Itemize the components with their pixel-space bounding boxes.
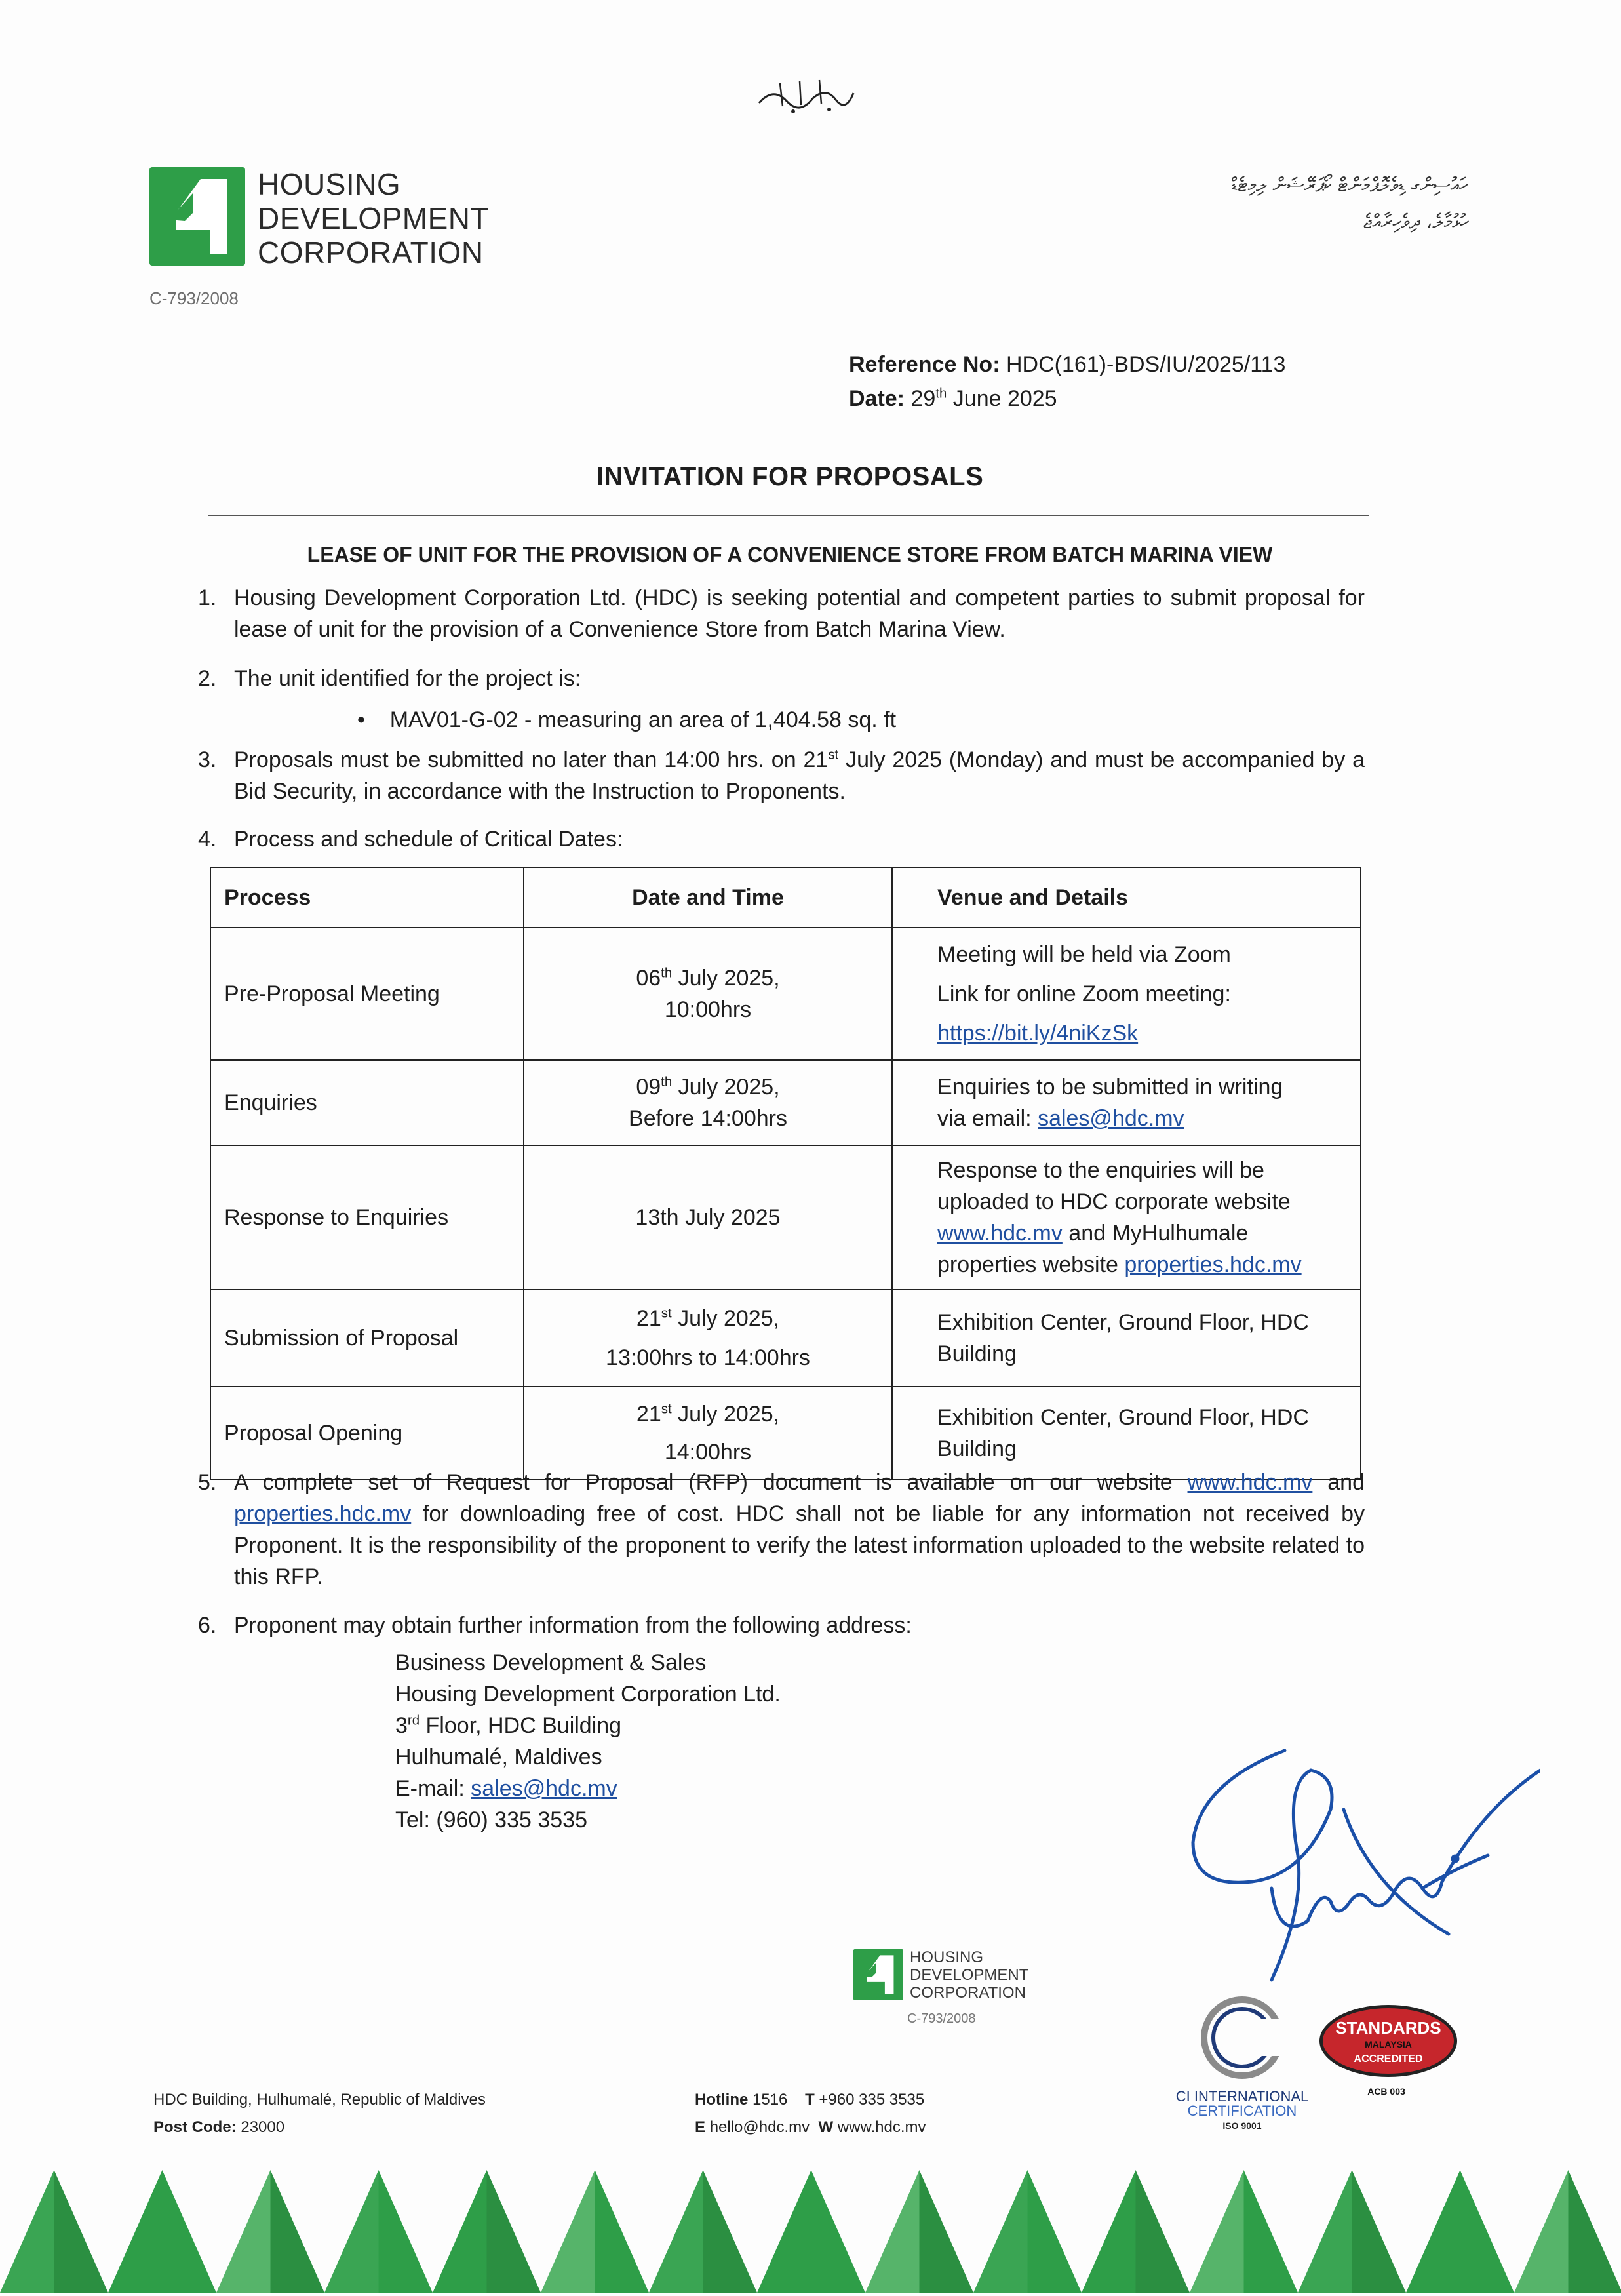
paragraph-text: Proposals must be submitted no later than 14:00 hrs. on 21st July 2025 (Monday) and must be accompanied by a Bid Security, in accordance with the Instruction to Proponents. <box>234 744 1365 807</box>
table-row <box>210 1145 1361 1290</box>
triangle-shape <box>703 2170 758 2293</box>
contact-address <box>395 1647 781 1836</box>
paragraph-3 <box>198 744 1365 807</box>
triangle-shape <box>865 2170 920 2293</box>
datetime-cell: 21st July 2025, 13:00hrs to 14:00hrs <box>524 1290 892 1387</box>
ci-certification-badge: CI INTERNATIONAL CERTIFICATION ISO 9001 <box>1173 1993 1311 2131</box>
triangle-shape <box>1190 2170 1244 2293</box>
org-name-line3: CORPORATION <box>258 235 489 269</box>
triangle-shape <box>595 2170 650 2293</box>
footer-org-name: HOUSING DEVELOPMENT CORPORATION <box>910 1949 1028 2002</box>
process-cell: Pre-Proposal Meeting <box>210 928 524 1060</box>
hdc-website-link[interactable]: www.hdc.mv <box>937 1221 1063 1246</box>
schedule-table <box>210 867 1361 1480</box>
address-tel: Tel: (960) 335 3535 <box>395 1804 781 1836</box>
process-cell: Response to Enquiries <box>210 1145 524 1290</box>
standards-malaysia-badge: STANDARDS MALAYSIA ACCREDITED ACB 003 <box>1314 2005 1465 2103</box>
triangle-shape <box>271 2170 325 2293</box>
table-row <box>210 1387 1361 1480</box>
paragraph-text: Housing Development Corporation Ltd. (HDC) is seeking potential and competent parties to submit proposal for lease of unit for the provision of a Convenience Store from Batch Marina View. <box>234 582 1365 645</box>
triangle-shape <box>487 2170 541 2293</box>
page-title: INVITATION FOR PROPOSALS <box>0 462 1580 492</box>
paragraph-text: Process and schedule of Critical Dates: <box>234 823 1365 855</box>
paragraph-text: Proponent may obtain further information from the following address: <box>234 1610 1365 1641</box>
paragraph-number: 6. <box>198 1610 231 1641</box>
org-name-line1: HOUSING <box>258 167 489 201</box>
contact-email-link[interactable]: sales@hdc.mv <box>471 1776 617 1801</box>
triangle-shape <box>1244 2170 1299 2293</box>
properties-website-link[interactable]: properties.hdc.mv <box>234 1501 411 1526</box>
datetime-cell: 06th July 2025, 10:00hrs <box>524 928 892 1060</box>
address-email: E-mail: sales@hdc.mv <box>395 1773 781 1804</box>
triangle-shape <box>163 2170 217 2293</box>
header-venue: Venue and Details <box>892 867 1361 928</box>
org-name-line2: DEVELOPMENT <box>258 201 489 235</box>
unit-bullet <box>357 704 896 736</box>
venue-cell: Exhibition Center, Ground Floor, HDC Building <box>892 1387 1361 1480</box>
triangle-shape <box>649 2170 703 2293</box>
footer-hdc-logo-icon <box>853 1949 903 2001</box>
triangle-shape <box>1082 2170 1136 2293</box>
venue-cell: Response to the enquiries will be uploaded to HDC corporate website www.hdc.mv and MyHulhumale properties website properties.hdc.mv <box>892 1145 1361 1290</box>
properties-website-link[interactable]: properties.hdc.mv <box>1124 1252 1301 1277</box>
signature <box>1173 1692 1540 1993</box>
triangle-shape <box>1406 2170 1460 2293</box>
dhivehi-line2: ހުޅުމާލެ، ދިވެހިރާއްޖެ <box>1101 204 1468 241</box>
process-cell: Submission of Proposal <box>210 1290 524 1387</box>
triangle-shape <box>1352 2170 1407 2293</box>
address-line: Housing Development Corporation Ltd. <box>395 1678 781 1710</box>
table-row <box>210 1060 1361 1145</box>
paragraph-1 <box>198 582 1365 645</box>
paragraph-number: 2. <box>198 663 231 694</box>
bullet-icon: • <box>357 707 365 732</box>
paragraph-number: 5. <box>198 1467 231 1498</box>
paragraph-6 <box>198 1610 1365 1641</box>
paragraph-4 <box>198 823 1365 855</box>
triangle-shape <box>920 2170 974 2293</box>
triangle-shape <box>1028 2170 1082 2293</box>
footer-contacts: Hotline 1516 T +960 335 3535 E hello@hdc.mv W www.hdc.mv <box>695 2086 926 2141</box>
sales-email-link[interactable]: sales@hdc.mv <box>1038 1106 1184 1131</box>
reference-number: Reference No: HDC(161)-BDS/IU/2025/113 <box>849 347 1285 382</box>
address-line: Hulhumalé, Maldives <box>395 1741 781 1773</box>
footer-address: HDC Building, Hulhumalé, Republic of Maldives Post Code: 23000 <box>153 2086 486 2141</box>
triangle-shape <box>379 2170 433 2293</box>
datetime-cell: 09th July 2025, Before 14:00hrs <box>524 1060 892 1145</box>
process-cell: Proposal Opening <box>210 1387 524 1480</box>
table-header-row <box>210 867 1361 928</box>
table-row <box>210 1290 1361 1387</box>
triangle-shape <box>1569 2170 1621 2293</box>
org-name <box>258 167 489 269</box>
header-datetime: Date and Time <box>524 867 892 928</box>
paragraph-5 <box>198 1467 1365 1593</box>
hdc-logo-icon <box>149 167 245 266</box>
registration-number: C-793/2008 <box>149 288 239 309</box>
paragraph-number: 1. <box>198 582 231 614</box>
dhivehi-line1: ހައުސިންގ ޑިވެލޮޕްމަންޓް ކޯޕަރޭޝަން ލިމިޓެޑް <box>1101 167 1468 204</box>
triangle-shape <box>1298 2170 1352 2293</box>
triangle-shape <box>324 2170 379 2293</box>
triangle-shape <box>216 2170 271 2293</box>
dhivehi-org-name <box>1101 167 1468 246</box>
page-subtitle: LEASE OF UNIT FOR THE PROVISION OF A CONVENIENCE STORE FROM BATCH MARINA VIEW <box>0 543 1580 567</box>
paragraph-number: 4. <box>198 823 231 855</box>
triangle-shape <box>1136 2170 1190 2293</box>
venue-cell: Exhibition Center, Ground Floor, HDC Building <box>892 1290 1361 1387</box>
datetime-cell: 21st July 2025, 14:00hrs <box>524 1387 892 1480</box>
footer-email[interactable]: hello@hdc.mv <box>710 2118 810 2136</box>
reference-block <box>849 347 1285 416</box>
triangle-shape <box>757 2170 811 2293</box>
paragraph-number: 3. <box>198 744 231 776</box>
triangle-shape <box>433 2170 487 2293</box>
document-date: Date: 29th June 2025 <box>849 382 1285 416</box>
unit-description: MAV01-G-02 - measuring an area of 1,404.58 sq. ft <box>390 707 896 732</box>
address-line: 3rd Floor, HDC Building <box>395 1710 781 1741</box>
datetime-cell: 13th July 2025 <box>524 1145 892 1290</box>
footer-registration: C-793/2008 <box>907 2011 976 2027</box>
paragraph-text: A complete set of Request for Proposal (RFP) document is available on our website www.hdc.mv and properties.hdc.mv for downloading free of cost. HDC shall not be liable for any information not received by Proponent. It is the responsibility of the proponent to verify the latest information uploaded to the website related to this RFP. <box>234 1467 1365 1593</box>
triangle-shape <box>54 2170 109 2293</box>
triangle-shape <box>1460 2170 1515 2293</box>
triangle-shape <box>811 2170 866 2293</box>
table-row <box>210 928 1361 1060</box>
triangle-shape <box>0 2170 54 2293</box>
triangle-shape <box>1514 2170 1569 2293</box>
process-cell: Enquiries <box>210 1060 524 1145</box>
paragraph-2 <box>198 663 1365 694</box>
bismillah-calligraphy <box>754 73 859 119</box>
zoom-link[interactable]: https://bit.ly/4niKzSk <box>937 1021 1138 1046</box>
address-line: Business Development & Sales <box>395 1647 781 1678</box>
triangle-shape <box>541 2170 595 2293</box>
triangle-shape <box>108 2170 163 2293</box>
venue-cell: Enquiries to be submitted in writing via email: sales@hdc.mv <box>892 1060 1361 1145</box>
header-process: Process <box>210 867 524 928</box>
title-divider <box>208 515 1369 516</box>
footer-triangle-pattern <box>0 2170 1621 2293</box>
venue-cell: Meeting will be held via Zoom Link for online Zoom meeting: https://bit.ly/4niKzSk <box>892 928 1361 1060</box>
triangle-shape <box>973 2170 1028 2293</box>
footer-website[interactable]: www.hdc.mv <box>838 2118 926 2136</box>
hdc-website-link[interactable]: www.hdc.mv <box>1188 1470 1313 1495</box>
paragraph-text: The unit identified for the project is: <box>234 663 1365 694</box>
